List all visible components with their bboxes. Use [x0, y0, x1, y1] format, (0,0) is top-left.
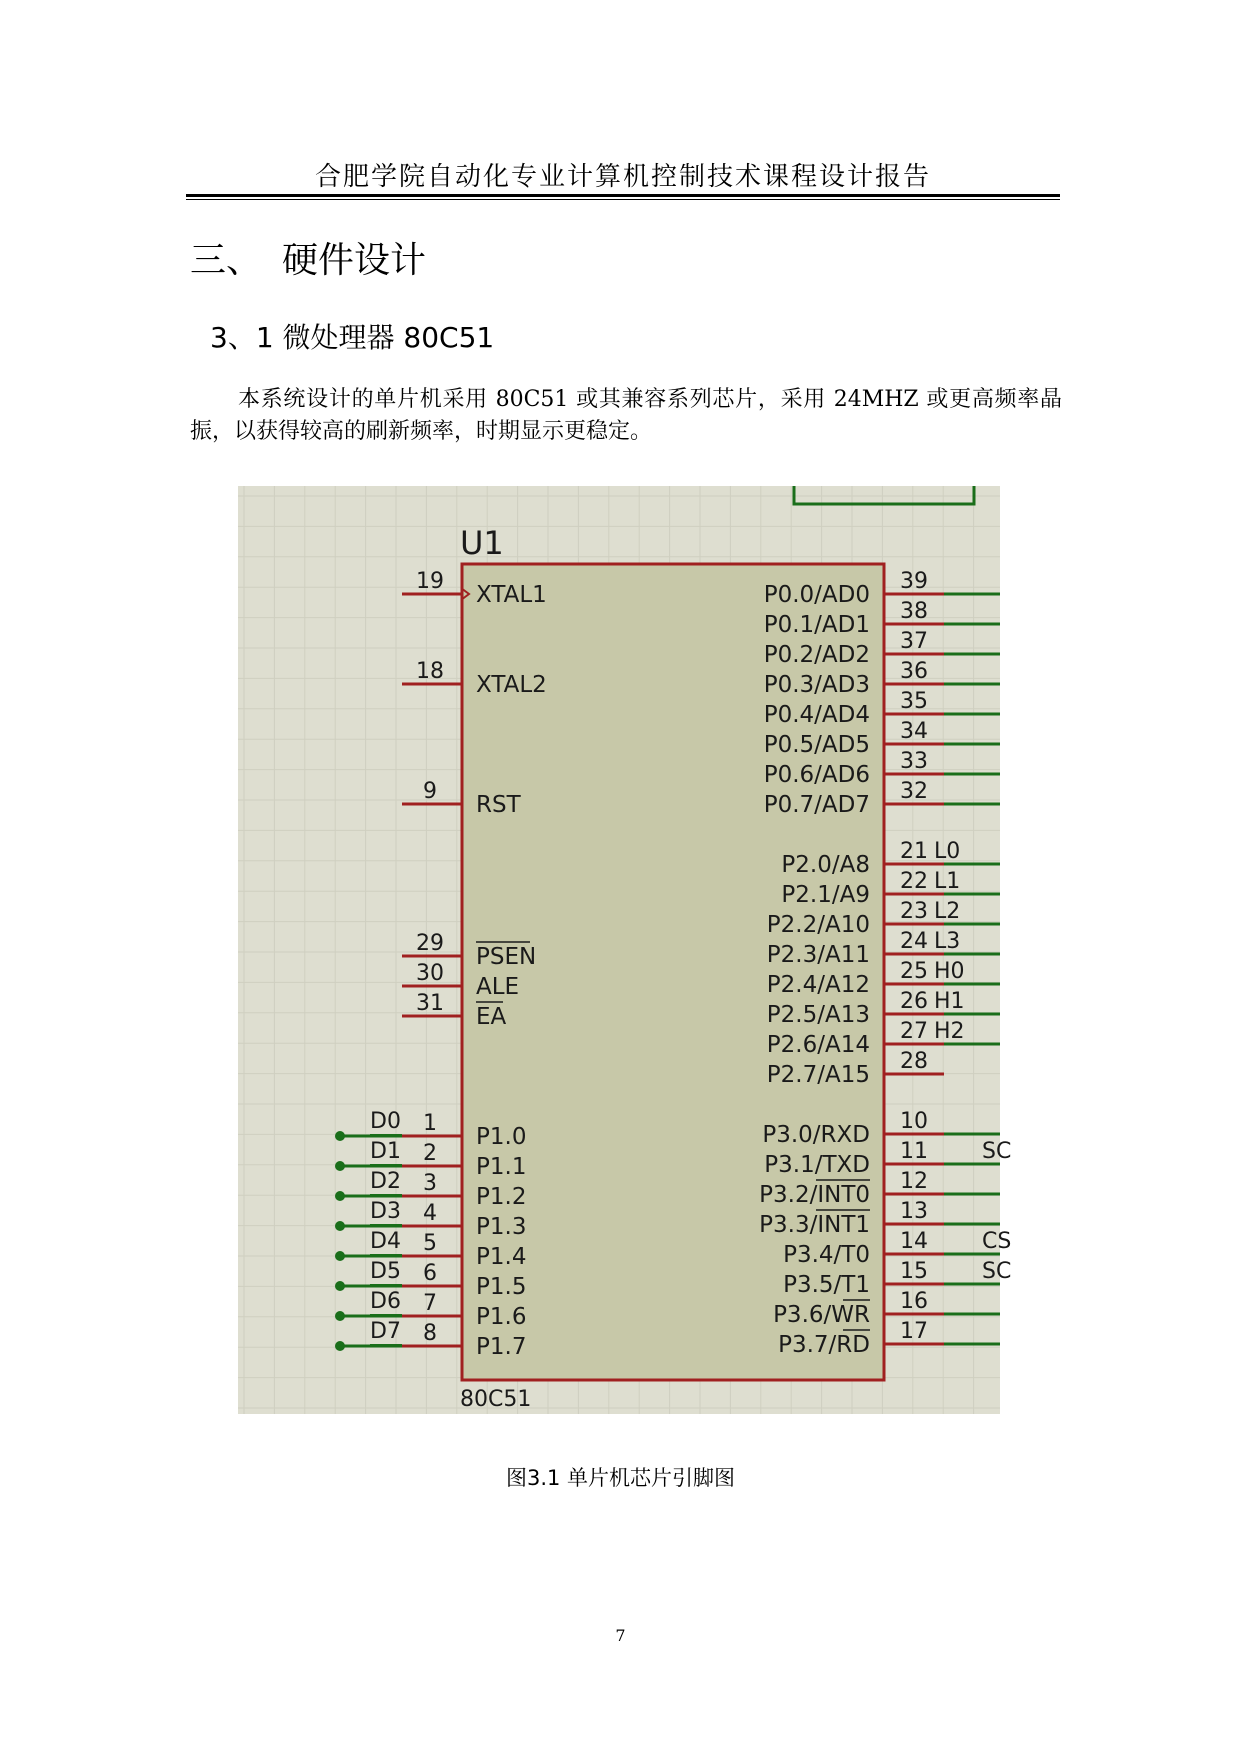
net-label-right: H1 — [934, 989, 965, 1014]
pin-name-right: P0.5/AD5 — [763, 732, 870, 758]
pin-number-right: 12 — [900, 1169, 928, 1194]
pin-name-left: ALE — [476, 974, 520, 1000]
pin-number-right: 25 — [900, 959, 928, 984]
pin-name-right: P0.6/AD6 — [763, 762, 870, 788]
body-paragraph: 本系统设计的单片机采用 80C51 或其兼容系列芯片，采用 24MHZ 或更高频率晶振，以获得较高的刷新频率，时期显示更稳定。 — [190, 387, 1062, 444]
net-label-right: H0 — [934, 959, 965, 984]
pin-name-right: P2.2/A10 — [766, 912, 870, 938]
pin-number-left: 30 — [416, 961, 444, 986]
pin-name-right — [759, 1182, 870, 1208]
pin-number-right: 21 — [900, 839, 928, 864]
net-label-right: L2 — [934, 899, 961, 924]
pin-number-right: 28 — [900, 1049, 928, 1074]
pin-number-right: 36 — [900, 659, 928, 684]
net-label-right: H2 — [934, 1019, 965, 1044]
pin-number-left: 6 — [423, 1261, 437, 1286]
pin-name-prefix: P3.3/ — [759, 1212, 818, 1238]
junction-dot — [335, 1191, 345, 1201]
junction-dot — [335, 1341, 345, 1351]
net-label-right: CS — [982, 1229, 1012, 1254]
pin-name-right: P0.2/AD2 — [763, 642, 870, 668]
pin-number-right: 39 — [900, 569, 928, 594]
pin-name-left: EA — [476, 1004, 507, 1030]
pin-name-left: P1.6 — [476, 1304, 527, 1330]
schematic-figure — [238, 486, 1012, 1414]
pin-number-left: 1 — [423, 1111, 437, 1136]
net-label-left: D1 — [370, 1139, 401, 1164]
pin-number-right: 27 — [900, 1019, 928, 1044]
pin-name-left: P1.3 — [476, 1214, 527, 1240]
pin-number-left: 4 — [423, 1201, 437, 1226]
pin-name-overlined: INT1 — [817, 1212, 870, 1238]
pin-number-right: 22 — [900, 869, 928, 894]
pin-name-right: P2.6/A14 — [766, 1032, 870, 1058]
pin-name-right: P2.1/A9 — [781, 882, 870, 908]
pin-number-left: 19 — [416, 569, 444, 594]
subsection-heading: 3、1 微处理器 80C51 — [210, 321, 495, 354]
pin-number-right: 14 — [900, 1229, 928, 1254]
pin-name-right: P0.3/AD3 — [763, 672, 870, 698]
pin-number-right: 17 — [900, 1319, 928, 1344]
chip-reference-label: U1 — [460, 524, 504, 562]
net-label-right: L0 — [934, 839, 961, 864]
net-label-left: D6 — [370, 1289, 401, 1314]
pin-name-right — [759, 1212, 870, 1238]
pin-name-right: P0.0/AD0 — [763, 582, 870, 608]
net-label-right: SC — [982, 1139, 1012, 1164]
pin-number-left: 9 — [423, 779, 437, 804]
page-header: 合肥学院自动化专业计算机控制技术课程设计报告 — [314, 162, 931, 192]
pin-name-right: P2.3/A11 — [766, 942, 870, 968]
pin-number-right: 13 — [900, 1199, 928, 1224]
pin-number-right: 15 — [900, 1259, 928, 1284]
pin-number-right: 33 — [900, 749, 928, 774]
pin-number-right: 34 — [900, 719, 928, 744]
pin-name-right: P0.4/AD4 — [763, 702, 870, 728]
net-label-right: L1 — [934, 869, 961, 894]
pin-name-prefix: P3.6/ — [773, 1302, 832, 1328]
pin-number-right: 10 — [900, 1109, 928, 1134]
pin-name-right: P3.0/RXD — [762, 1122, 870, 1148]
pin-name-left: RST — [476, 792, 521, 818]
pin-name-right — [778, 1332, 870, 1358]
junction-dot — [335, 1311, 345, 1321]
pin-number-left: 31 — [416, 991, 444, 1016]
pin-number-left: 2 — [423, 1141, 437, 1166]
pin-number-left: 8 — [423, 1321, 437, 1346]
header-rule-thick — [186, 194, 1060, 197]
junction-dot — [335, 1161, 345, 1171]
net-label-left: D5 — [370, 1259, 401, 1284]
pin-name-left: XTAL2 — [476, 672, 547, 698]
section-title: 硬件设计 — [282, 240, 427, 281]
pin-name-overlined: WR — [831, 1302, 870, 1328]
pin-number-right: 37 — [900, 629, 928, 654]
chip-part-label: 80C51 — [460, 1387, 532, 1412]
pin-number-left: 3 — [423, 1171, 437, 1196]
net-label-left: D7 — [370, 1319, 401, 1344]
pin-name-left: P1.4 — [476, 1244, 527, 1270]
pin-name-right: P3.5/T1 — [783, 1272, 870, 1298]
pin-name-left: PSEN — [476, 944, 537, 970]
schematic-svg — [238, 486, 1012, 1414]
pin-name-right: P0.1/AD1 — [763, 612, 870, 638]
pin-name-prefix: P3.7/ — [778, 1332, 837, 1358]
pin-number-left: 18 — [416, 659, 444, 684]
net-label-left: D4 — [370, 1229, 401, 1254]
pin-name-right: P2.5/A13 — [766, 1002, 870, 1028]
pin-number-right: 24 — [900, 929, 928, 954]
pin-name-overlined: RD — [836, 1332, 870, 1358]
pin-number-left: 5 — [423, 1231, 437, 1256]
figure-caption: 图3.1 单片机芯片引脚图 — [505, 1466, 736, 1490]
pin-name-left: P1.1 — [476, 1154, 527, 1180]
pin-number-left: 7 — [423, 1291, 437, 1316]
net-label-right: SC — [982, 1259, 1012, 1284]
header-rule-thin — [186, 199, 1060, 200]
junction-dot — [335, 1251, 345, 1261]
pin-name-right: P2.4/A12 — [766, 972, 870, 998]
pin-name-overlined: INT0 — [817, 1182, 870, 1208]
junction-dot — [335, 1131, 345, 1141]
pin-name-right — [773, 1302, 870, 1328]
pin-name-right: P2.0/A8 — [781, 852, 870, 878]
pin-number-right: 38 — [900, 599, 928, 624]
pin-name-left: P1.5 — [476, 1274, 527, 1300]
net-label-left: D2 — [370, 1169, 401, 1194]
pin-number-right: 32 — [900, 779, 928, 804]
pin-number-right: 23 — [900, 899, 928, 924]
pin-name-right: P2.7/A15 — [766, 1062, 870, 1088]
section-heading — [190, 232, 426, 283]
pin-number-left: 29 — [416, 931, 444, 956]
net-label-left: D3 — [370, 1199, 401, 1224]
pin-name-right: P3.4/T0 — [783, 1242, 870, 1268]
section-number: 三、 — [190, 240, 263, 281]
net-label-left: D0 — [370, 1109, 401, 1134]
page-number: 7 — [615, 1626, 626, 1645]
pin-number-right: 11 — [900, 1139, 928, 1164]
pin-number-right: 16 — [900, 1289, 928, 1314]
pin-name-left: XTAL1 — [476, 582, 547, 608]
pin-number-right: 35 — [900, 689, 928, 714]
pin-name-left: P1.7 — [476, 1334, 527, 1360]
pin-number-right: 26 — [900, 989, 928, 1014]
junction-dot — [335, 1281, 345, 1291]
pin-name-left: P1.0 — [476, 1124, 527, 1150]
junction-dot — [335, 1221, 345, 1231]
pin-name-right: P3.1/TXD — [764, 1152, 870, 1178]
pin-name-left: P1.2 — [476, 1184, 527, 1210]
pin-name-right: P0.7/AD7 — [763, 792, 870, 818]
pin-name-prefix: P3.2/ — [759, 1182, 818, 1208]
net-label-right: L3 — [934, 929, 961, 954]
